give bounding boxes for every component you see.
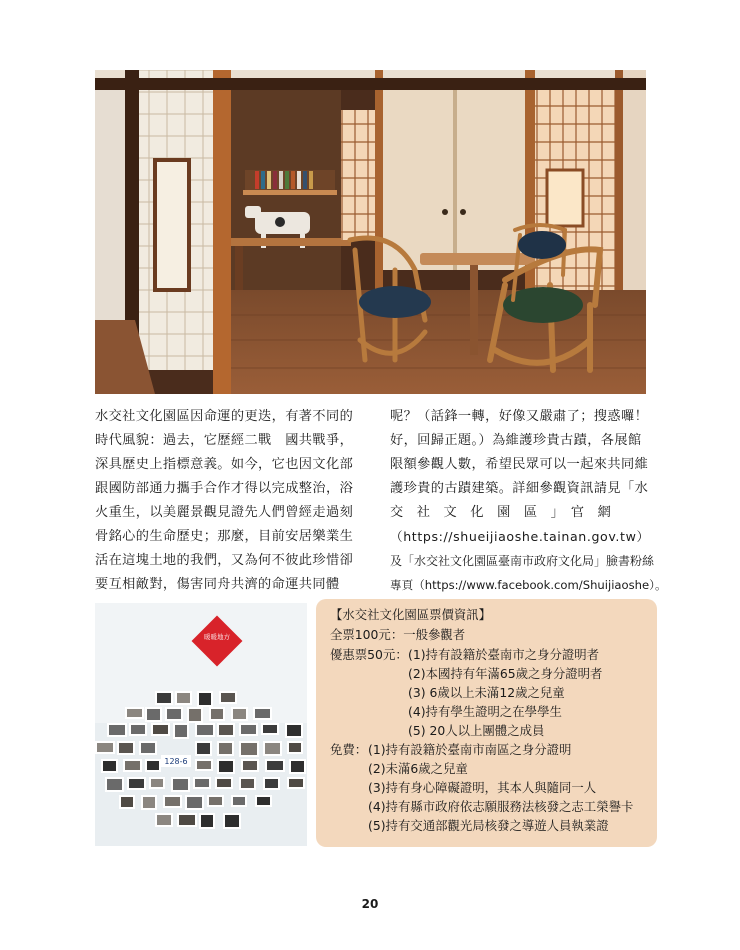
ticket-info-box bbox=[316, 599, 657, 847]
stamp-text: 暖暖地方 bbox=[204, 633, 230, 641]
photo-wall-image bbox=[95, 603, 307, 846]
interior-photo bbox=[95, 70, 646, 394]
article-line: 時代風貌：過去，它歷經二戰 國共戰爭， bbox=[95, 433, 354, 448]
article-line: 深具歷史上指標意義。如今，它也因文化部 bbox=[95, 457, 354, 472]
free-item: (4)持有縣市政府依志願服務法核發之志工榮譽卡 bbox=[368, 799, 634, 814]
article-line: 護珍貴的古蹟建築。詳細參觀資訊請見「水 bbox=[390, 481, 649, 496]
interior-illustration bbox=[95, 70, 646, 394]
discount-item: (3) 6歲以上未滿12歲之兒童 bbox=[408, 685, 565, 700]
article-line: 骨銘心的生命歷史；那麼，目前安居樂業生 bbox=[95, 529, 354, 544]
article-line: 要互相敵對，傷害同舟共濟的命運共同體 bbox=[95, 577, 340, 592]
discount-item: (1)持有設籍於臺南市之身分證明者 bbox=[408, 647, 600, 662]
free-item: (3)持有身心障礙證明，其本人與隨同一人 bbox=[368, 780, 597, 795]
article-line: （https://shueijiaoshe.tainan.gov.tw） bbox=[390, 529, 650, 544]
discount-item: (5) 20人以上團體之成員 bbox=[408, 723, 545, 738]
discount-label: 優惠票50元： bbox=[330, 647, 408, 662]
discount-item: (4)持有學生證明之在學學生 bbox=[408, 704, 562, 719]
article-line: 好，回歸正題。）為維護珍貴古蹟，各展館 bbox=[390, 433, 642, 448]
address-sign: 128-6 bbox=[164, 757, 188, 766]
article-column-right bbox=[390, 405, 667, 597]
free-item: (5)持有交通部觀光局核發之導遊人員執業證 bbox=[368, 818, 609, 833]
free-label: 免費： bbox=[330, 742, 368, 757]
discount-item: (2)本國持有年滿65歲之身分證明者 bbox=[408, 666, 603, 681]
page-number: 20 bbox=[361, 897, 379, 911]
article-line: 限額參觀人數，希望民眾可以一起來共同維 bbox=[390, 457, 649, 472]
article-line: 跟國防部通力攜手合作才得以完成整治，浴 bbox=[95, 481, 354, 496]
article-line: 交 社 文 化 園 區 」 官 網 bbox=[390, 505, 611, 520]
article-line: 水交社文化園區因命運的更迭，有著不同的 bbox=[95, 409, 354, 424]
article-line: 呢？（話鋒一轉，好像又嚴肅了；搜惑囉！ bbox=[390, 409, 649, 424]
article-column-left bbox=[95, 405, 357, 597]
article-line: 專頁（https://www.facebook.com/Shuijiaoshe）。 bbox=[390, 578, 667, 592]
article-line: 火重生，以美麗景觀見證先人們曾經走過刻 bbox=[95, 505, 354, 520]
free-item: (2)未滿6歲之兒童 bbox=[368, 761, 468, 776]
article-line: 及「水交社文化園區臺南市政府文化局」臉書粉絲 bbox=[390, 554, 655, 568]
ticket-info-title: 【水交社文化園區票價資訊】 bbox=[330, 607, 492, 622]
full-ticket-line: 全票100元：一般參觀者 bbox=[330, 627, 466, 642]
photo-wall-illustration bbox=[95, 603, 307, 846]
article-line: 活在這塊土地的我們，又為何不彼此珍惜卻 bbox=[95, 553, 354, 568]
free-item: (1)持有設籍於臺南市南區之身分證明 bbox=[368, 742, 572, 757]
